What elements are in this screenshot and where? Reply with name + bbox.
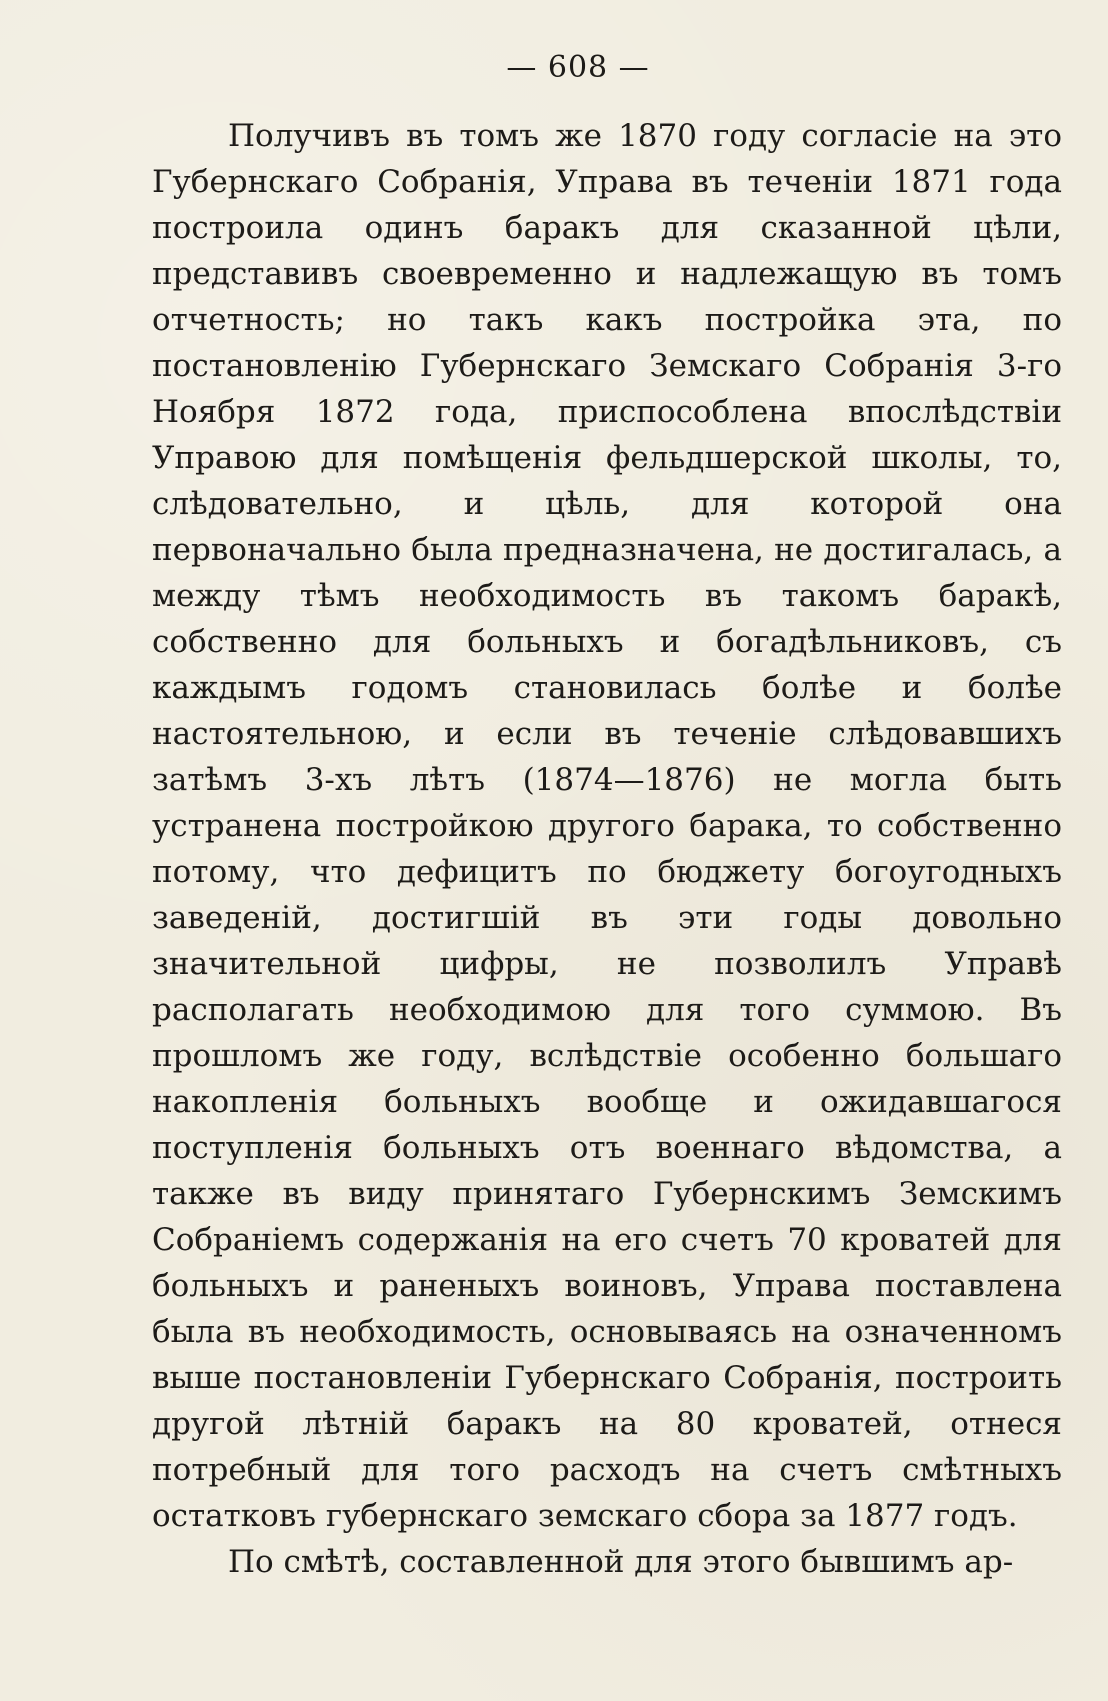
paragraph-2: По смѣтѣ, составленной для этого бывшимъ ар- [228,1544,1014,1580]
paragraph-1: Получивъ въ томъ же 1870 году согласіе на это Губернскаго Собранія, Управа въ теченіи 1871 года построила одинъ баракъ для сказанной цѣли, представивъ своевременно и надлежащую въ томъ отчетность; но такъ какъ постройка эта, по постановленію Губернскаго Земскаго Собранія 3-го Ноября 1872 года, приспособлена впослѣдствіи Управою для помѣщенія фельдшерской школы, то, слѣдовательно, и цѣль, для которой она первоначально была предназначена, не достигалась, а между тѣмъ необходимость въ такомъ баракѣ, собственно для больныхъ и богадѣльниковъ, съ каждымъ годомъ становилась болѣе и болѣе настоятельною, и если въ теченіе слѣдовавшихъ затѣмъ 3-хъ лѣтъ (1874—1876) не могла быть устранена постройкою другого барака, то собственно потому, что дефицитъ по бюджету богоугодныхъ заведеній, достигшій въ эти годы довольно значительной цифры, не позволилъ Управѣ располагать необходимою для того суммою. Въ прошломъ же году, вслѣдствіе особенно большаго накопленія больныхъ вообще и ожидавшагося поступленія больныхъ отъ военнаго вѣдомства, а также въ виду принятаго Губернскимъ Земскимъ Собраніемъ содержанія на его счетъ 70 кроватей для больныхъ и раненыхъ воиновъ, Управа поставлена была въ необходимость, основываясь на означенномъ выше постановленіи Губернскаго Собранія, построить другой лѣтній баракъ на 80 кроватей, отнеся потребный для того расходъ на счетъ смѣтныхъ остатковъ губернскаго земскаго сбора за 1877 годъ. [152,118,1062,1534]
body-text [152,113,1062,1585]
page-number: — 608 — [506,50,650,85]
